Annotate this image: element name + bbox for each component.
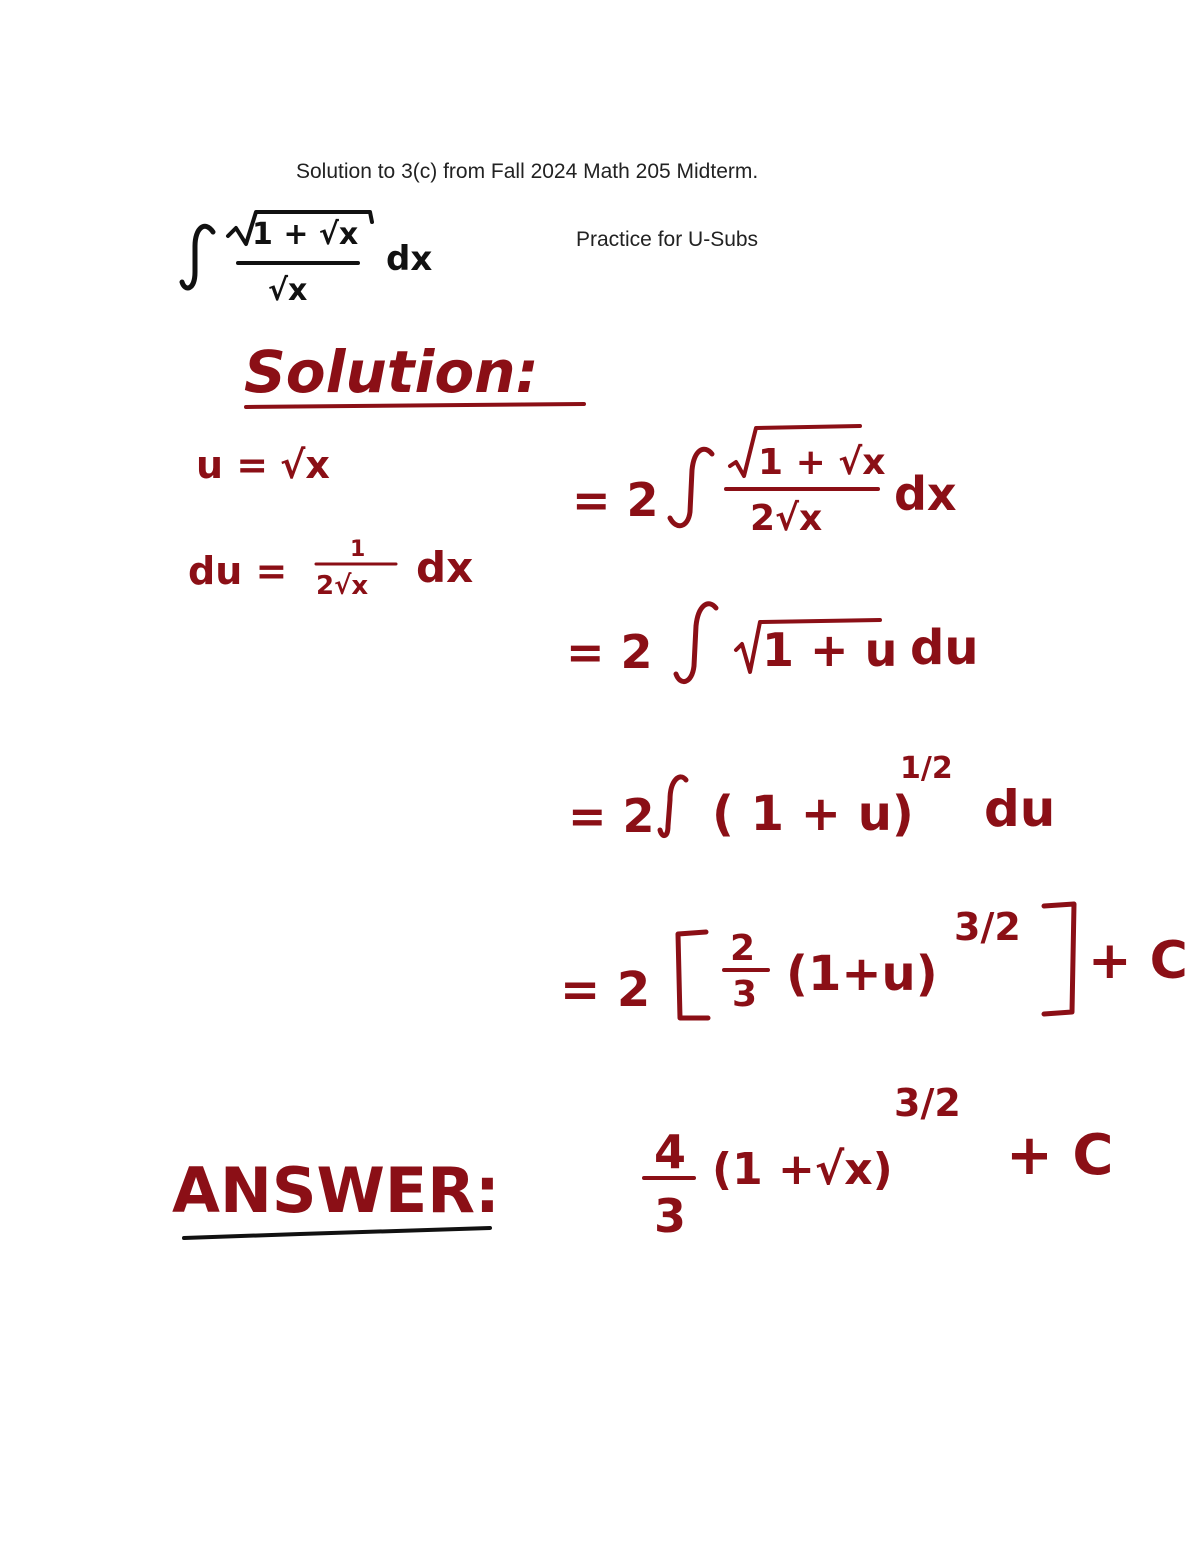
integral-sign [182, 226, 213, 288]
step3-du: du [984, 780, 1056, 838]
du-definition-lhs: du = [188, 549, 288, 593]
step4-frac-num: 2 [730, 928, 756, 969]
answer-underline [184, 1228, 490, 1238]
page-subtitle: Practice for U-Subs [576, 228, 759, 251]
u-definition-lhs: u = [196, 443, 269, 487]
integral-sign [660, 777, 686, 836]
step-4 [560, 904, 1188, 1018]
integral-sign [670, 449, 712, 525]
problem-differential: dx [386, 239, 433, 279]
du-differential: dx [416, 543, 474, 592]
u-definition-rhs: √x [280, 443, 330, 487]
step-3 [568, 751, 1055, 843]
step4-frac-den: 3 [732, 974, 758, 1015]
page-title: Solution to 3(c) from Fall 2024 Math 205 Midterm. [296, 160, 759, 183]
answer-body: (1 +√x) [712, 1144, 893, 1195]
answer-tail: + C [1006, 1123, 1114, 1188]
answer-coef-den: 3 [654, 1189, 687, 1243]
du-fraction-num: 1 [350, 537, 366, 562]
step4-body: (1+u) [786, 946, 938, 1002]
solution-heading: Solution: [244, 338, 539, 406]
step1-prefix: = 2 [572, 473, 659, 527]
step2-prefix: = 2 [566, 625, 653, 679]
answer-exponent: 3/2 [894, 1081, 961, 1125]
step3-body: ( 1 + u) [712, 786, 914, 842]
problem-integral [182, 212, 432, 308]
answer-label: ANSWER: [172, 1154, 500, 1227]
answer-coef-num: 4 [654, 1125, 687, 1179]
step1-differential: dx [894, 467, 957, 521]
step4-tail: + C [1088, 931, 1188, 991]
step2-body: 1 + u [762, 623, 898, 677]
step4-exponent: 3/2 [954, 905, 1021, 949]
step1-denominator: 2√x [750, 498, 823, 539]
left-bracket [678, 932, 708, 1018]
substitution [188, 443, 473, 601]
answer [172, 1081, 1114, 1243]
step-1 [572, 426, 957, 539]
step4-prefix: = 2 [560, 962, 651, 1018]
right-bracket [1044, 904, 1074, 1014]
problem-numerator: 1 + √x [252, 217, 359, 252]
step2-du: du [910, 620, 979, 676]
step-2 [566, 604, 979, 682]
problem-denominator: √x [268, 273, 308, 308]
step3-exponent: 1/2 [900, 751, 953, 786]
step3-prefix: = 2 [568, 789, 655, 843]
integral-sign [676, 604, 716, 682]
du-fraction-den: 2√x [316, 571, 369, 601]
step1-numerator: 1 + √x [758, 442, 886, 483]
solution-heading-group [244, 338, 584, 407]
